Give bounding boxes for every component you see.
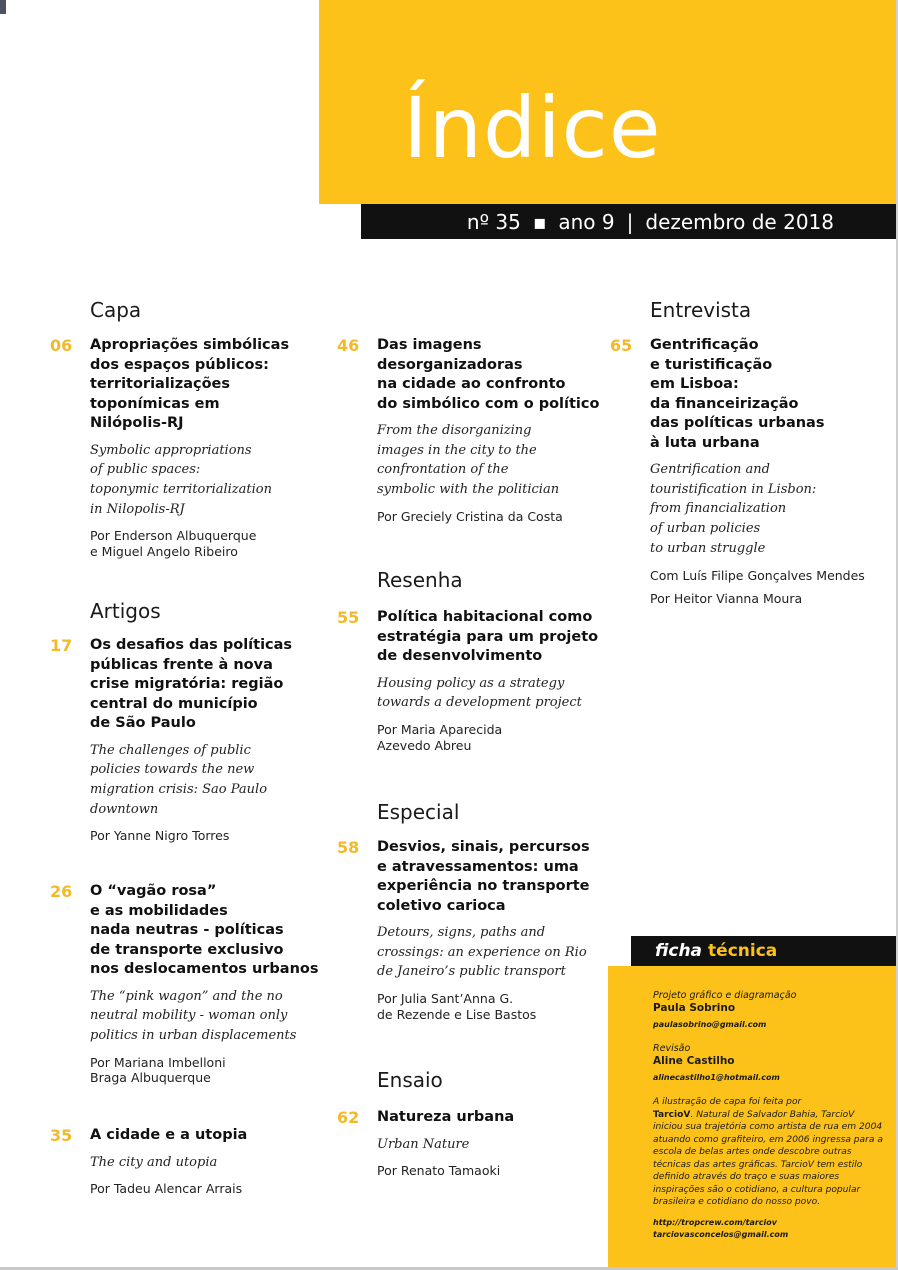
entry-english-title: Urban Nature [377,1136,470,1152]
credit-email[interactable]: paulasobrino@gmail.com [653,1020,767,1029]
entry-title: Das imagens desorganizadoras na cidade ao confronto do simbólico com o político [377,337,600,412]
bullet-separator: ▪ [532,209,547,234]
toc-entry-26[interactable] [50,882,330,1086]
toc-entry-17[interactable] [50,636,320,844]
entry-title: Desvios, sinais, percursos e atravessamentos: uma experiência no transporte coletivo carioca [377,839,590,914]
ficha-label: ficha [655,941,703,961]
entry-english-title: From the disorganizing images in the city to the confrontation of the symbolic with the politician [377,423,560,498]
entry-author: Por Greciely Cristina da Costa [377,508,563,524]
issue-number: nº 35 [466,209,521,234]
entry-author: Por Enderson Albuquerque e Miguel Angelo Ribeiro [90,528,257,560]
toc-entry-46[interactable] [337,336,602,525]
artist-email[interactable]: tarciovasconcelos@gmail.com [653,1229,789,1239]
entry-english-title: The challenges of public policies towards the new migration crisis: Sao Paulo downtown [90,742,268,817]
cover-artist-name: TarcioV [653,1109,691,1120]
toc-entry-06[interactable] [50,336,310,560]
page-number: 06 [50,336,73,355]
credit-email[interactable]: alinecastilho1@hotmail.com [653,1073,780,1082]
entry-title: A cidade e a utopia [90,1127,248,1143]
entry-title: Gentrificação e turistificação em Lisboa: da financeirização das políticas urbanas à luta urbana [650,337,825,451]
ficha-tecnica-header [631,936,896,966]
page-number: 65 [610,336,633,355]
page-number: 17 [50,636,73,655]
section-artigos: Artigos [90,599,161,623]
toc-entry-65[interactable] [610,336,870,607]
entry-title: Política habitacional como estratégia para um projeto de desenvolvimento [377,609,599,664]
entry-english-title: The “pink wagon” and the no neutral mobility - woman only politics in urban displacements [90,988,297,1043]
issue-year: ano 9 [558,209,615,234]
page-number: 26 [50,882,73,901]
section-entrevista: Entrevista [650,298,752,322]
corner-mark [0,0,6,14]
toc-entry-35[interactable] [50,1126,310,1197]
entry-author: Com Luís Filipe Gonçalves Mendes [650,567,865,583]
section-resenha: Resenha [377,568,463,592]
entry-author: Por Yanne Nigro Torres [90,828,230,844]
entry-title: Natureza urbana [377,1109,515,1125]
toc-entry-55[interactable] [337,608,602,754]
entry-english-title: Symbolic appropriations of public spaces: toponymic territorialization in Nilopolis-RJ [90,442,272,517]
tecnica-label: técnica [708,941,778,961]
page-number: 58 [337,838,360,857]
entry-author: Por Renato Tamaoki [377,1163,501,1179]
page-title: Índice [403,79,662,177]
credit-role: Revisão [653,1043,691,1054]
entry-author-2: Por Heitor Vianna Moura [650,591,803,607]
toc-entry-62[interactable] [337,1108,597,1179]
entry-title: O “vagão rosa” e as mobilidades nada neutras - políticas de transporte exclusivo nos deslocamentos urbanos [90,883,319,977]
entry-author: Por Maria Aparecida Azevedo Abreu [377,721,503,753]
cover-credit-text: A ilustração de capa foi feita por TarcioV. Natural de Salvador Bahia, TarcioV iniciou sua trajetória como artista de rua em 2004 atuando como grafiteiro, em 2006 ingressa para a escola de belas artes onde descobre outras técnicas das artes gráficas. TarcioV tem estilo definido através do traço e suas maiores inspirações são o cotidiano, a cultura popular brasileira e cotidiano do nosso povo. [653,1097,883,1207]
issue-date: dezembro de 2018 [645,209,834,234]
entry-title: Apropriações simbólicas dos espaços públicos: territorializações toponímicas em Nilópolis-RJ [90,337,290,431]
entry-english-title: Gentrification and touristification in Lisbon: from financialization of urban policies to urban struggle [650,462,817,556]
page-number: 35 [50,1126,73,1145]
section-especial: Especial [377,800,460,824]
entry-title: Os desafios das políticas públicas frente à nova crise migratória: região central do município de São Paulo [90,637,293,731]
entry-english-title: Detours, signs, paths and crossings: an experience on Rio de Janeiro’s public transport [377,925,587,980]
page-number: 46 [337,336,360,355]
pipe-separator: | [626,209,634,234]
artist-link[interactable]: http://tropcrew.com/tarciov [653,1217,777,1227]
section-capa: Capa [90,298,142,322]
entry-author: Por Tadeu Alencar Arrais [90,1181,243,1197]
issue-bar [361,204,896,239]
toc-entry-58[interactable] [337,838,609,1023]
entry-author: Por Mariana Imbelloni Braga Albuquerque [90,1054,226,1086]
credit-name: Aline Castilho [653,1055,735,1067]
page-number: 55 [337,608,360,627]
entry-author: Por Julia Sant’Anna G. de Rezende e Lise Bastos [377,991,537,1022]
credit-role: Projeto gráfico e diagramação [653,990,797,1001]
entry-english-title: Housing policy as a strategy towards a development project [377,675,582,711]
credit-name: Paula Sobrino [653,1002,736,1014]
page-number: 62 [337,1108,360,1127]
entry-english-title: The city and utopia [90,1154,218,1170]
title-block [319,0,896,204]
section-ensaio: Ensaio [377,1068,443,1092]
ficha-tecnica-box [608,966,896,1267]
